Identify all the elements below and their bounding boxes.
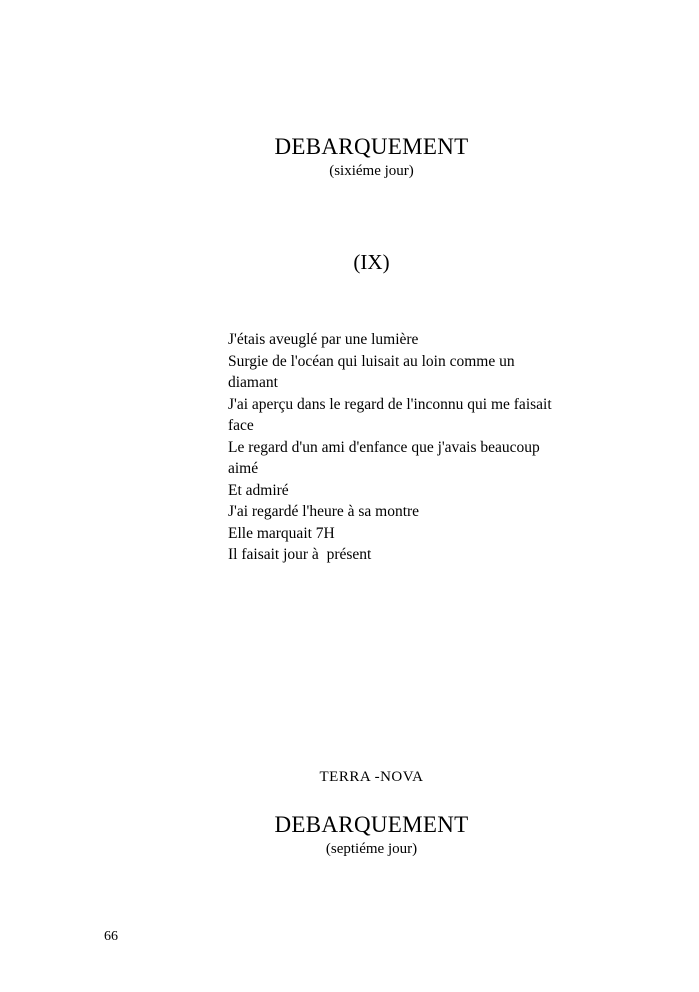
section-two-subtitle: (septiéme jour) [325,841,418,857]
section-two-title: DEBARQUEMENT [274,812,469,837]
section-one-title: DEBARQUEMENT [274,134,469,159]
poem-body [228,329,628,566]
poem-line: Le regard d'un ami d'enfance que j'avais beaucoup [228,438,540,456]
poem-line: aimé [228,460,259,477]
poem-line: J'étais aveuglé par une lumière [228,331,419,348]
poem-line: face [228,417,254,434]
section-one-subtitle: (sixiéme jour) [329,163,414,179]
poem-line: Et admiré [228,481,289,499]
poem-line: Elle marquait 7H [228,524,335,542]
poem-line: J'ai aperçu dans le regard de l'inconnu qui me faisait [228,395,552,413]
page-number: 66 [104,929,118,944]
poem-line: Il faisait jour à présent [228,546,372,563]
poem-line: diamant [228,374,278,391]
section-two-heading: TERRA -NOVA [319,769,424,785]
poem-line: J'ai regardé l'heure à sa montre [228,503,420,520]
poem-numeral: (IX) [353,250,390,274]
poem-line: Surgie de l'océan qui luisait au loin comme un [228,352,515,370]
